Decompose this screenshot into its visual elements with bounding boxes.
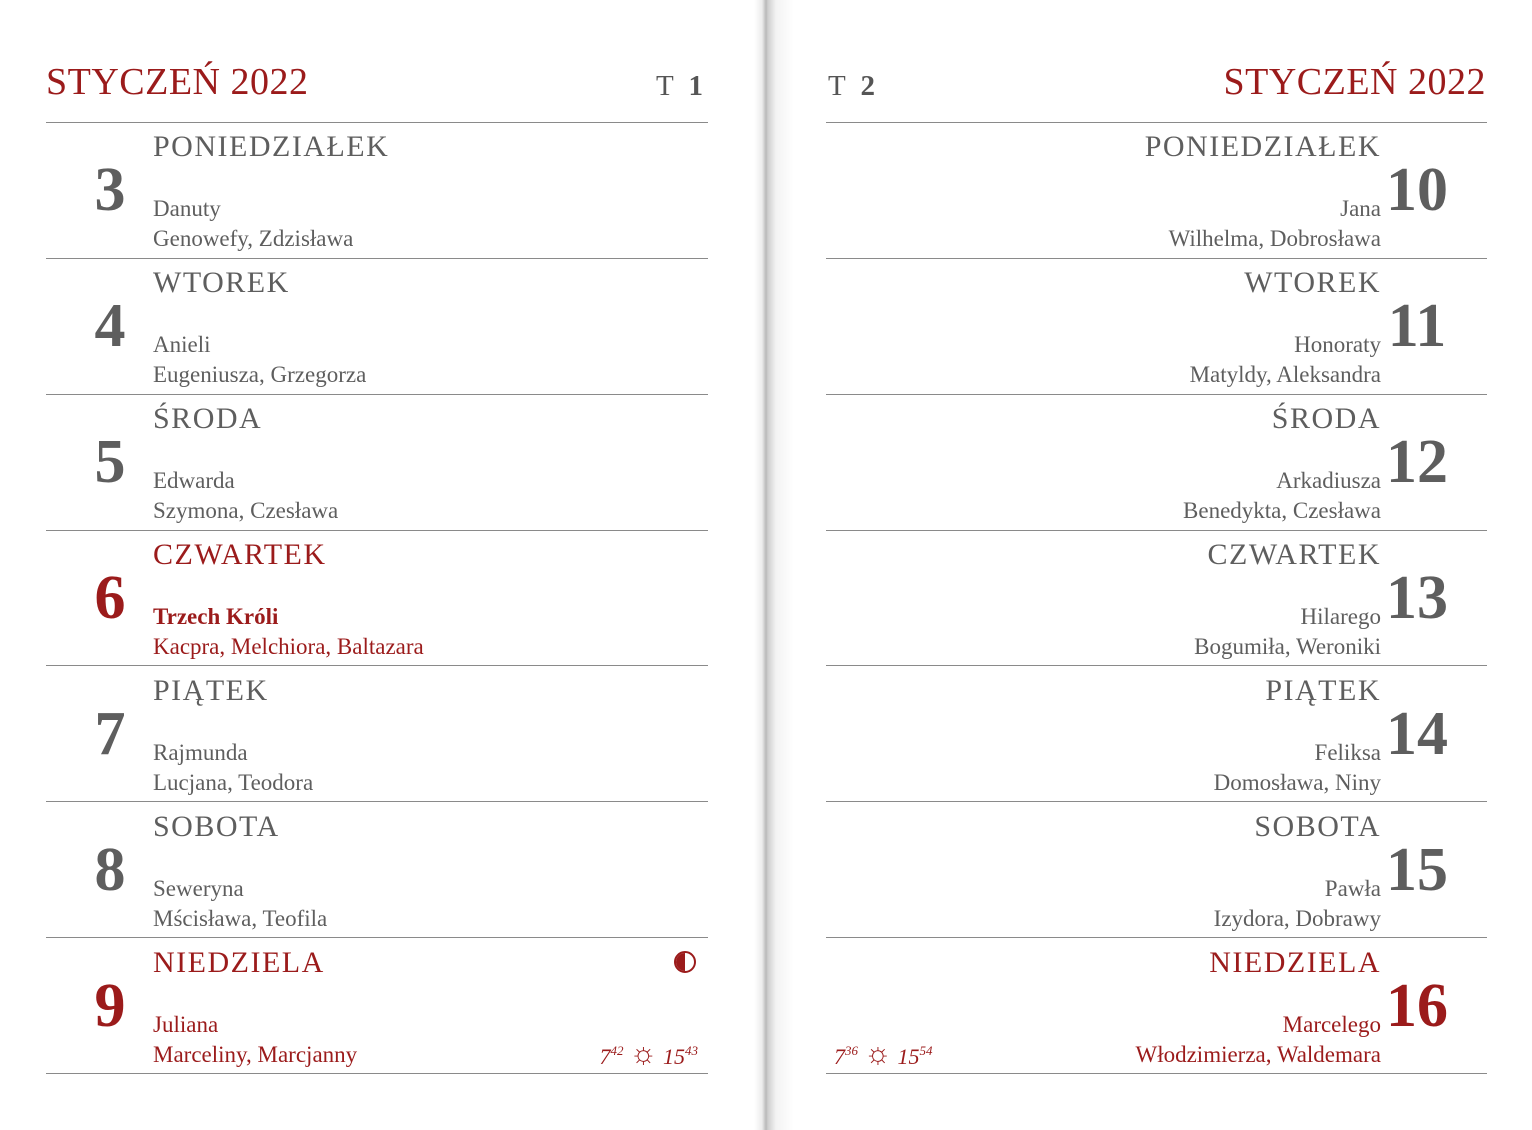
day-row bbox=[0, 259, 766, 395]
day-row bbox=[0, 123, 766, 259]
day-number: 11 bbox=[1387, 292, 1447, 360]
day-row bbox=[0, 803, 766, 939]
day-name: NIEDZIELA bbox=[153, 946, 325, 979]
day-row bbox=[826, 123, 1487, 259]
day-number: 5 bbox=[94, 428, 126, 496]
name-day-secondary: Domosława, Niny bbox=[1213, 770, 1381, 795]
name-day-secondary: Bogumiła, Weroniki bbox=[1194, 634, 1381, 659]
week-prefix: T bbox=[828, 70, 850, 102]
day-number: 16 bbox=[1386, 972, 1448, 1040]
book-spine bbox=[754, 0, 794, 1130]
day-number: 13 bbox=[1386, 564, 1448, 632]
divider bbox=[826, 937, 1487, 938]
divider bbox=[826, 1073, 1487, 1074]
day-number: 4 bbox=[94, 292, 126, 360]
sunset-time: $15^{54}$ bbox=[897, 1043, 933, 1069]
name-day-secondary: Marceliny, Marcjanny bbox=[153, 1042, 358, 1067]
holiday-name: Trzech Króli bbox=[153, 604, 279, 629]
day-name: SOBOTA bbox=[1254, 810, 1381, 843]
name-day-secondary: Mścisława, Teofila bbox=[153, 906, 328, 931]
day-name: ŚRODA bbox=[153, 402, 263, 435]
name-day-secondary: Benedykta, Czesława bbox=[1183, 498, 1381, 523]
month-title: STYCZEŃ 2022 bbox=[1223, 61, 1486, 103]
day-name: PIĄTEK bbox=[1265, 674, 1381, 707]
name-day-secondary: Włodzimierza, Waldemara bbox=[1135, 1042, 1381, 1067]
week-label bbox=[828, 66, 879, 106]
day-name: NIEDZIELA bbox=[1209, 946, 1381, 979]
day-row bbox=[826, 531, 1487, 667]
day-row bbox=[826, 939, 1487, 1075]
day-name: ŚRODA bbox=[1271, 402, 1381, 435]
name-day-primary: Danuty bbox=[153, 196, 221, 221]
day-row bbox=[0, 531, 766, 667]
day-number: 14 bbox=[1386, 700, 1448, 768]
month-title: STYCZEŃ 2022 bbox=[46, 61, 309, 103]
day-name: PONIEDZIAŁEK bbox=[1144, 130, 1381, 163]
name-day-primary: Honoraty bbox=[1294, 332, 1381, 357]
day-name: CZWARTEK bbox=[153, 538, 327, 571]
day-number: 15 bbox=[1386, 836, 1448, 904]
divider bbox=[826, 665, 1487, 666]
day-name: CZWARTEK bbox=[1207, 538, 1381, 571]
day-number: 8 bbox=[94, 836, 126, 904]
sunrise-time: $7^{42}$ bbox=[599, 1043, 624, 1069]
name-day-primary: Jana bbox=[1340, 196, 1381, 221]
name-day-secondary: Eugeniusza, Grzegorza bbox=[153, 362, 367, 387]
day-name: SOBOTA bbox=[153, 810, 280, 843]
day-number: 12 bbox=[1386, 428, 1448, 496]
week-label bbox=[656, 66, 707, 106]
sun-icon: ☼ bbox=[864, 1037, 892, 1070]
name-day-secondary: Genowefy, Zdzisława bbox=[153, 226, 354, 251]
divider bbox=[46, 1073, 708, 1074]
sun-icon: ☼ bbox=[629, 1037, 657, 1070]
name-day-primary: Arkadiusza bbox=[1276, 468, 1381, 493]
name-day-primary: Marcelego bbox=[1282, 1012, 1381, 1037]
divider bbox=[826, 801, 1487, 802]
sun-times bbox=[600, 1037, 699, 1071]
name-day-secondary: Lucjana, Teodora bbox=[153, 770, 314, 795]
day-number: 3 bbox=[94, 156, 126, 224]
right-page bbox=[766, 0, 1532, 1130]
name-day-primary: Juliana bbox=[153, 1012, 219, 1037]
week-number: 1 bbox=[688, 70, 707, 102]
sun-times bbox=[834, 1037, 933, 1071]
day-number: 10 bbox=[1386, 156, 1448, 224]
divider bbox=[46, 665, 708, 666]
name-day-secondary: Szymona, Czesława bbox=[153, 498, 339, 523]
name-day-secondary: Wilhelma, Dobrosława bbox=[1168, 226, 1381, 251]
sunrise-time: $7^{36}$ bbox=[834, 1043, 858, 1069]
divider bbox=[46, 937, 708, 938]
name-day-primary: Hilarego bbox=[1300, 604, 1381, 629]
week-prefix: T bbox=[656, 70, 678, 102]
day-name: PONIEDZIAŁEK bbox=[153, 130, 390, 163]
name-day-secondary: Izydora, Dobrawy bbox=[1213, 906, 1381, 931]
day-row bbox=[826, 259, 1487, 395]
name-day-primary: Anieli bbox=[153, 332, 211, 357]
day-number: 6 bbox=[94, 564, 126, 632]
day-number: 9 bbox=[94, 972, 126, 1040]
name-day-primary: Seweryna bbox=[153, 876, 244, 901]
day-row bbox=[826, 395, 1487, 531]
week-number: 2 bbox=[860, 70, 879, 102]
name-day-primary: Edwarda bbox=[153, 468, 235, 493]
name-day-primary: Feliksa bbox=[1314, 740, 1381, 765]
day-number: 7 bbox=[94, 700, 126, 768]
day-name: WTOREK bbox=[1244, 266, 1381, 299]
day-name: PIĄTEK bbox=[153, 674, 269, 707]
name-day-secondary: Matyldy, Aleksandra bbox=[1189, 362, 1381, 387]
day-row bbox=[0, 667, 766, 803]
name-day-secondary: Kacpra, Melchiora, Baltazara bbox=[153, 634, 424, 659]
day-name: WTOREK bbox=[153, 266, 290, 299]
day-row bbox=[826, 803, 1487, 939]
day-row bbox=[0, 939, 766, 1075]
moon-first-quarter-icon bbox=[674, 951, 696, 973]
day-row bbox=[826, 667, 1487, 803]
name-day-primary: Rajmunda bbox=[153, 740, 248, 765]
day-row bbox=[0, 395, 766, 531]
name-day-primary: Pawła bbox=[1324, 876, 1381, 901]
sunset-time: $15^{43}$ bbox=[663, 1043, 698, 1069]
divider bbox=[46, 801, 708, 802]
